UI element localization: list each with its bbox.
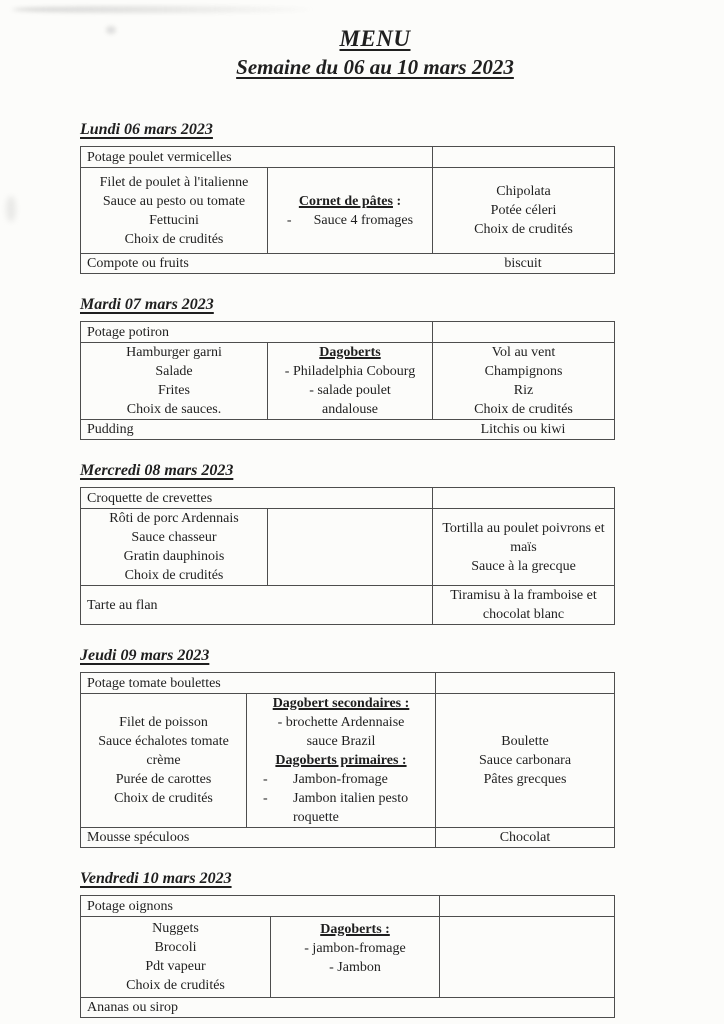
day-heading: Mercredi 08 mars 2023 bbox=[80, 462, 234, 479]
alt-dish-cell bbox=[433, 509, 615, 586]
dish-line: Sauce chasseur bbox=[131, 530, 217, 545]
dish-line: Choix de crudités bbox=[474, 402, 573, 417]
menu-table bbox=[80, 895, 615, 1018]
day-heading: Vendredi 10 mars 2023 bbox=[80, 870, 232, 887]
dessert-row bbox=[81, 420, 615, 440]
dish-line: Gratin dauphinois bbox=[123, 549, 225, 564]
dessert-alt-cell: Chocolat bbox=[436, 828, 615, 848]
dessert-row bbox=[81, 998, 615, 1018]
dish-line: Champignons bbox=[484, 364, 563, 379]
sandwich-title: Cornet de pâtes bbox=[298, 193, 393, 209]
sandwich-secondaires-title: Dagobert secondaires : bbox=[272, 696, 410, 711]
sandwich-title: Dagoberts : bbox=[320, 922, 390, 937]
soup-row bbox=[81, 896, 615, 917]
dish-line: Sauce au pesto ou tomate bbox=[102, 193, 246, 209]
sandwich-item: Jambon-fromage bbox=[293, 772, 388, 787]
sandwich-item: - Philadelphia Cobourg bbox=[284, 364, 416, 379]
dish-line: Sauce à la grecque bbox=[471, 558, 576, 574]
dish-line: Fettucini bbox=[149, 212, 199, 228]
sandwich-item: - salade poulet bbox=[309, 383, 391, 398]
dish-line: Pdt vapeur bbox=[145, 959, 206, 974]
scan-smudge bbox=[6, 196, 16, 222]
main-dish-cell bbox=[81, 343, 268, 420]
dessert-alt-label: Litchis ou kiwi bbox=[480, 422, 566, 437]
dish-line: Sauce échalotes tomate crème bbox=[98, 734, 229, 768]
day-heading: Lundi 06 mars 2023 bbox=[80, 121, 213, 138]
sandwich-title-line bbox=[253, 694, 429, 713]
dessert-cell bbox=[81, 254, 615, 274]
day-heading: Jeudi 09 mars 2023 bbox=[80, 647, 210, 664]
sandwich-item: sauce Brazil bbox=[306, 734, 376, 749]
dish-line: Chipolata bbox=[496, 184, 551, 199]
dish-line: Sauce carbonara bbox=[478, 753, 572, 768]
dessert-alt-cell: Tiramisu à la framboise et chocolat blanc bbox=[433, 586, 615, 625]
dessert-label: Compote ou fruits bbox=[87, 256, 189, 271]
empty-cell bbox=[436, 673, 615, 694]
dash-bullet: - bbox=[263, 772, 268, 787]
dish-line: Rôti de porc Ardennais bbox=[109, 511, 239, 526]
sandwich-cell bbox=[268, 168, 433, 254]
sandwich-cell bbox=[247, 694, 436, 828]
dash-bullet: - bbox=[286, 212, 292, 228]
empty-cell bbox=[433, 488, 615, 509]
dash-bullet: - bbox=[263, 791, 268, 806]
sandwich-item: Sauce 4 fromages bbox=[313, 212, 414, 228]
dish-line: Boulette bbox=[501, 734, 549, 749]
dish-line: Purée de carottes bbox=[115, 772, 212, 787]
day-section-vendredi bbox=[80, 870, 724, 1018]
dish-line: Choix de crudités bbox=[474, 222, 573, 237]
sandwich-cell bbox=[268, 343, 433, 420]
soup-cell: Potage poulet vermicelles bbox=[81, 147, 433, 168]
alt-dish-cell bbox=[433, 168, 615, 254]
sandwich-item-line bbox=[253, 789, 429, 827]
dish-line: Choix de sauces. bbox=[126, 402, 222, 417]
soup-cell: Potage tomate boulettes bbox=[81, 673, 436, 694]
dish-line: Pâtes grecques bbox=[483, 772, 567, 787]
page-title: MENU bbox=[339, 26, 411, 51]
day-section-jeudi bbox=[80, 647, 724, 848]
soup-row bbox=[81, 488, 615, 509]
empty-cell bbox=[433, 147, 615, 168]
sandwich-item: - jambon-fromage bbox=[304, 941, 406, 956]
main-row bbox=[81, 694, 615, 828]
main-row bbox=[81, 168, 615, 254]
empty-cell bbox=[268, 509, 433, 586]
sandwich-primaires-title: Dagoberts primaires : bbox=[275, 753, 407, 768]
menu-table bbox=[80, 146, 615, 274]
dish-line: Frites bbox=[158, 383, 190, 398]
dish-line: Choix de crudités bbox=[114, 791, 213, 806]
dish-line: Tortilla au poulet poivrons et maïs bbox=[442, 520, 605, 555]
main-row bbox=[81, 509, 615, 586]
dish-line: Choix de crudités bbox=[124, 231, 224, 247]
main-dish-cell bbox=[81, 168, 268, 254]
menu-table bbox=[80, 321, 615, 440]
sandwich-item: - brochette Ardennaise bbox=[277, 715, 405, 730]
day-heading: Mardi 07 mars 2023 bbox=[80, 296, 214, 313]
sandwich-title-colon: : bbox=[392, 193, 402, 209]
dessert-row bbox=[81, 586, 615, 625]
empty-cell bbox=[440, 896, 615, 917]
sandwich-title-line bbox=[277, 920, 433, 939]
empty-cell bbox=[440, 917, 615, 998]
dessert-row bbox=[81, 828, 615, 848]
soup-cell: Potage oignons bbox=[81, 896, 440, 917]
dish-line: Vol au vent bbox=[491, 345, 556, 360]
sandwich-title-line bbox=[274, 192, 426, 211]
soup-cell: Potage potiron bbox=[81, 322, 433, 343]
sandwich-title-line bbox=[274, 343, 426, 362]
alt-dish-cell bbox=[436, 694, 615, 828]
sandwich-title: Dagoberts bbox=[319, 345, 381, 360]
dish-line: Hamburger garni bbox=[126, 345, 222, 360]
menu-header bbox=[0, 0, 724, 80]
dish-line: Nuggets bbox=[152, 921, 199, 936]
menu-table bbox=[80, 672, 615, 848]
sandwich-item-line bbox=[274, 211, 426, 230]
dish-line: Choix de crudités bbox=[124, 568, 224, 583]
dish-line: Riz bbox=[513, 383, 534, 398]
day-section-mardi bbox=[80, 296, 724, 440]
main-dish-cell bbox=[81, 917, 271, 998]
soup-cell: Croquette de crevettes bbox=[81, 488, 433, 509]
dessert-cell: Mousse spéculoos bbox=[81, 828, 436, 848]
day-section-mercredi bbox=[80, 462, 724, 625]
sandwich-title-line bbox=[253, 751, 429, 770]
dish-line: Brocoli bbox=[154, 940, 197, 955]
soup-row bbox=[81, 147, 615, 168]
dish-line: Choix de crudités bbox=[126, 978, 225, 993]
dessert-label: Pudding bbox=[87, 422, 134, 437]
dessert-cell: Ananas ou sirop bbox=[81, 998, 615, 1018]
menu-table bbox=[80, 487, 615, 625]
soup-row bbox=[81, 322, 615, 343]
day-section-lundi bbox=[80, 121, 724, 274]
dish-line: Filet de poulet à l'italienne bbox=[99, 174, 249, 190]
main-dish-cell bbox=[81, 694, 247, 828]
dessert-cell bbox=[81, 420, 615, 440]
sandwich-item: andalouse bbox=[322, 402, 378, 417]
dish-line: Salade bbox=[155, 364, 193, 379]
dish-line: Potée céleri bbox=[490, 203, 557, 218]
empty-cell bbox=[433, 322, 615, 343]
sandwich-item: - Jambon bbox=[329, 960, 381, 975]
dessert-cell: Tarte au flan bbox=[81, 586, 433, 625]
main-row bbox=[81, 917, 615, 998]
sandwich-item-line bbox=[253, 770, 429, 789]
main-row bbox=[81, 343, 615, 420]
dessert-row bbox=[81, 254, 615, 274]
sandwich-cell bbox=[271, 917, 440, 998]
sandwich-item: Jambon italien pesto roquette bbox=[293, 791, 409, 825]
dish-line: Filet de poisson bbox=[119, 715, 208, 730]
soup-row bbox=[81, 673, 615, 694]
dessert-alt-label: biscuit bbox=[504, 256, 542, 271]
page-subtitle: Semaine du 06 au 10 mars 2023 bbox=[236, 55, 514, 79]
alt-dish-cell bbox=[433, 343, 615, 420]
main-dish-cell bbox=[81, 509, 268, 586]
